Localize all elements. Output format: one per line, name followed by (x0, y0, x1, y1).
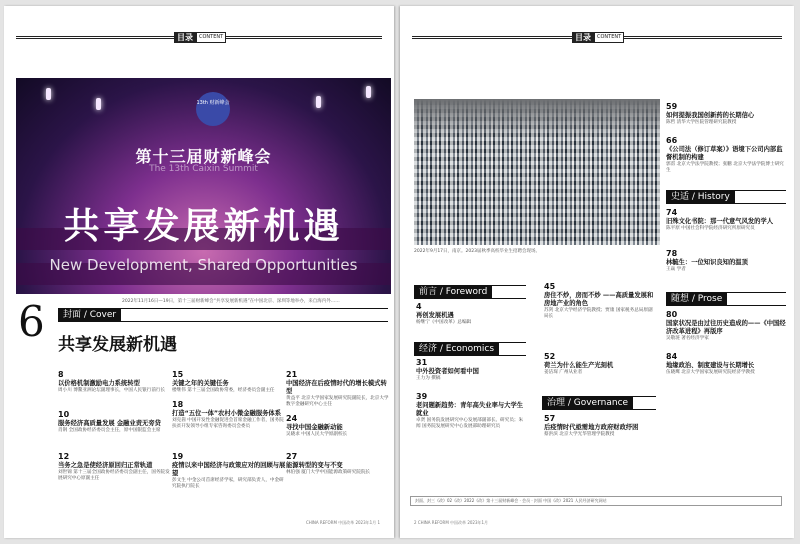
toc-entry[interactable]: 74 旧殊文化书院：那一代意气风发的学人 陈平原 中国社会科学院经济研究所原研究员 (666, 208, 774, 231)
toc-entry[interactable]: 59 如何提振我国创新药的长期信心 陈哲 清华大学医院管理研究院教授 (666, 102, 755, 125)
toc-entry[interactable]: 45 房住不炒，房而不炒 ——高质量发展和房地产业的角色 苏剑 北京大学经济学院教授；贾康 国家税务总局原副局长 (544, 282, 654, 319)
cover-page-number: 6 (18, 297, 45, 346)
toc-entry[interactable]: 15 关键之年的关键任务 楼继伟 第十三届全国政协常委，经济委员会副主任 (172, 370, 275, 393)
page-footer: CHINA REFORM 中国改革 2023年1月 1 (305, 520, 380, 525)
section-foreword: 前言 / Foreword (414, 285, 526, 299)
toc-label: 目录 (572, 32, 594, 43)
section-cover (58, 308, 388, 322)
toc-entry[interactable]: 10 服务经济高质量发展 金融业责无旁贷 肖钢 全国政协经济委员会主任，原中国银监会主席 (58, 410, 161, 433)
footer-credits: 封面、封三《改》02《改》2022《改》第十三届财新峰会 · 会员 · 封面 中国《改》2021 人民经济研究网站 (410, 496, 782, 506)
toc-entry[interactable]: 78 林毓生：一位知识良知的温顶 王焱 学者 (666, 249, 748, 272)
left-page (4, 6, 394, 538)
section-economics: 经济 / Economics (414, 342, 526, 356)
job-fair-photo (414, 99, 660, 245)
toc-entry[interactable]: 21 中国经济在后疫情时代的增长模式转型 黄益平 北京大学国家发展研究院副院长，北京大学数字金融研究中心主任 (286, 370, 389, 407)
summit-badge: 13th 财新峰会 (196, 92, 230, 126)
toc-entry[interactable]: 84 地缘政治、制度建设与长期增长 伍晓鹰 北京大学国家发展研究院经济学教授 (666, 352, 755, 375)
toc-entry[interactable]: 52 荷兰为什么能生产光刻机 姜洁琛 广州从业者 (544, 352, 614, 375)
section-prose: 随想 / Prose (666, 292, 786, 306)
cover-headline-en: New Development, Shared Opportunities (49, 256, 358, 274)
section-governance: 治理 / Governance (542, 396, 656, 410)
toc-label: 目录 (174, 32, 196, 43)
photo-caption: 2022年9月17日，南京。2023届秋季高校毕业生招聘会现场。 (414, 249, 540, 254)
toc-header (412, 32, 782, 43)
cover-headline: 共享发展新机遇 (63, 205, 344, 247)
page-footer: 2 CHINA REFORM 中国改革 2023年1月 (414, 520, 489, 525)
cover-caption: 2022年11月16日—19日，第十三届财新峰会“共享发展新机遇”在中国北京、深圳等地举办，来自海内外…… (122, 299, 340, 304)
toc-entry[interactable]: 19 疫情以来中国经济与政策应对的回顾与展望 彭文生 中金公司首席经济学家，研究部负责人，中金研究院执行院长 (172, 452, 286, 489)
toc-entry[interactable]: 8 以价格机制激励电力系统转型 周小川 博鳌亚洲论坛副理事长，中国人民银行前行长 (58, 370, 166, 393)
summit-title-cn: 第十三届财新峰会 (135, 147, 272, 166)
toc-entry[interactable]: 12 当务之急是使经济原回归正常轨道 刘世锦 第十三届全国政协经济委员会副主任，国务院发展研究中心原副主任 (58, 452, 170, 481)
toc-label-en: CONTENT (594, 32, 624, 43)
section-label: 封面 / Cover (58, 308, 121, 322)
toc-entry[interactable]: 4 再创发展机遇 杨继宁《中国改革》总编辑 (416, 302, 472, 325)
summit-title-en: The 13th Caixin Summit (149, 164, 258, 174)
toc-header (16, 32, 382, 43)
toc-entry[interactable]: 39 老问题新趋势：青年高失业率与大学生就业 卓贤 国务院发展研究中心发展部副部长、研究员；朱闻 国务院发展研究中心发展部助理研究员 (416, 392, 524, 429)
toc-entry[interactable]: 18 打造“五位一体”农村小微金融服务体系 刘克崮 中国开发性金融促进会首席金融工作者，国务院扶贫开发领导小组专家咨询委员会委员 (172, 400, 284, 429)
toc-entry[interactable]: 66 《公司法（修订草案）》语境下公司内部监督机制的构建 郭雳 北京大学法学院教授；张鹏 北京大学法学院博士研究生 (666, 136, 784, 173)
toc-entry[interactable]: 80 国家状况是由过往历史造成的——《中国经济改革进程》再版序 吴敬琏 著名经济学家 (666, 310, 786, 341)
toc-entry[interactable]: 27 能源转型的变与不变 林伯强 厦门大学中国能源政策研究院院长 (286, 452, 371, 475)
right-page (400, 6, 794, 538)
cover-section-title: 共享发展新机遇 (58, 335, 177, 355)
toc-label-en: CONTENT (196, 32, 226, 43)
toc-entry[interactable]: 31 中外投资者如何看中国 王力为 撰稿 (416, 358, 479, 381)
toc-entry[interactable]: 24 寻找中国金融新动能 吴晓求 中国人民大学原副校长 (286, 414, 348, 437)
cover-image (16, 78, 391, 294)
toc-entry[interactable]: 57 后疫情时代亟需地方政府财政纾困 蔡洪滨 北京大学光华管理学院教授 (544, 414, 639, 437)
section-history: 史适 / History (666, 190, 786, 204)
